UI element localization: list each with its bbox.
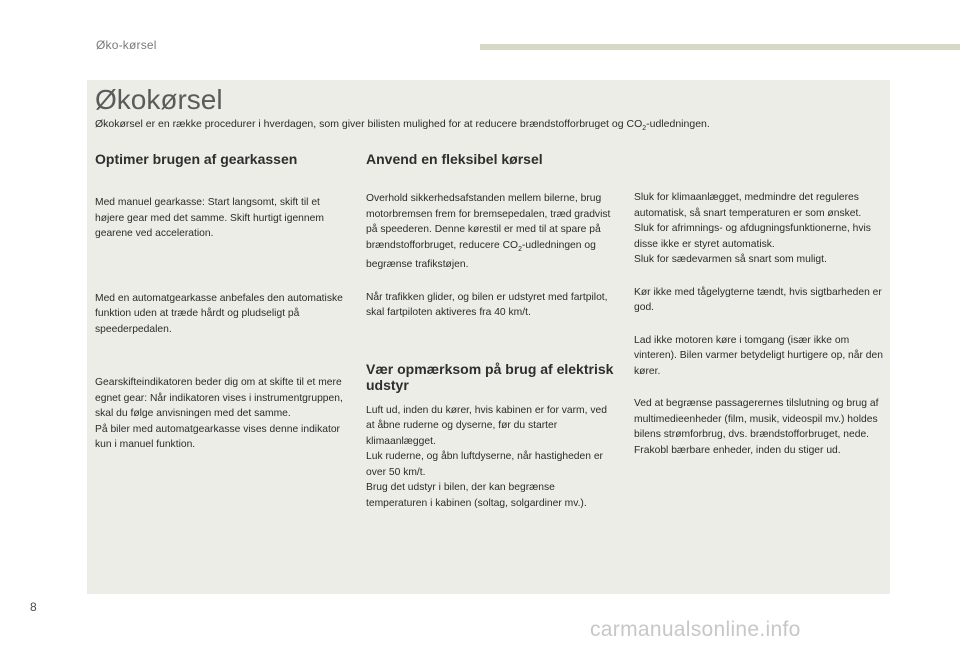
paragraph <box>366 191 618 273</box>
paragraph: Ved at begrænse passagerernes tilslutning og brug af multimedieenheder (film, musik, videospil mv.) holdes bilens strømforbrug, dvs. brændstofforbruget, nede. <box>634 398 879 440</box>
intro-text <box>95 118 710 132</box>
watermark: carmanualsonline.info <box>590 618 801 641</box>
content-panel <box>87 80 890 594</box>
heading-electrical-equipment: Vær opmærksom på brug af elektrisk udstyr <box>366 360 614 393</box>
paragraph: Med manuel gearkasse: Start langsomt, skift til et højere gear med det samme. Skift hurtigt igennem gearene ved acceleration. <box>95 197 324 239</box>
paragraph: Lad ikke motoren køre i tomgang (især ikke om vinteren). Bilen varmer betydeligt hurtigere op, når den kører. <box>634 334 883 377</box>
paragraph-part: -udledningen og begrænse trafikstøjen. <box>366 239 596 271</box>
paragraph: Frakobl bærbare enheder, inden du stiger ud. <box>634 444 841 456</box>
column-equipment <box>634 190 886 458</box>
heading-gearbox: Optimer brugen af gearkassen <box>95 151 298 167</box>
paragraph: Kør ikke med tågelygterne tændt, hvis sigtbarheden er god. <box>634 286 882 313</box>
heading-flexible-driving: Anvend en fleksibel kørsel <box>366 151 543 167</box>
paragraph: Sluk for sædevarmen så snart som muligt. <box>634 254 827 265</box>
column-gearbox <box>95 151 350 453</box>
page-title: Økokørsel <box>95 84 223 115</box>
column-driving <box>366 151 618 511</box>
header-bar <box>480 44 960 50</box>
paragraph: Når trafikken glider, og bilen er udstyret med fartpilot, skal fartpiloten aktiveres fra 40 km/t. <box>366 291 608 319</box>
intro-subscript: 2 <box>642 125 647 133</box>
paragraph-part: Overhold sikkerhedsafstanden mellem bilerne, brug motorbremsen frem for bremsepedalen, træd gradvist på speederen. Denne kørestil er med til at spare på brændstofforbruget, reducere CO <box>366 193 611 251</box>
page-number: 8 <box>30 600 37 614</box>
paragraph: Luft ud, inden du kører, hvis kabinen er for varm, ved at åbne ruderne og dyserne, før du starter klimaanlægget. <box>366 404 607 447</box>
paragraph-subscript: 2 <box>518 245 522 253</box>
paragraph: På biler med automatgearkasse vises denne indikator kun i manuel funktion. <box>95 423 340 450</box>
intro-part: -udledningen. <box>646 118 710 130</box>
paragraph: Gearskifteindikatoren beder dig om at skifte til et mere egnet gear: Når indikatoren vises i instrumentgruppen, skal du følge anvisningen med det samme. <box>95 377 343 419</box>
section-label: Øko-kørsel <box>96 38 157 52</box>
paragraph: Med en automatgearkasse anbefales den automatiske funktion uden at træde hårdt og pludseligt på speederpedalen. <box>95 292 343 335</box>
paragraph: Luk ruderne, og åbn luftdyserne, når hastigheden er over 50 km/t. <box>366 451 603 478</box>
paragraph: Sluk for afrimnings- og afdugningsfunktionerne, hvis disse ikke er styret automatisk. <box>634 223 871 250</box>
intro-part: Økokørsel er en række procedurer i hverdagen, som giver bilisten mulighed for at reducere brændstofforbruget og CO <box>95 118 643 130</box>
paragraph: Sluk for klimaanlægget, medmindre det reguleres automatisk, så snart temperaturen er som ønsket. <box>634 192 862 219</box>
paragraph: Brug det udstyr i bilen, der kan begrænse temperaturen i kabinen (soltag, solgardiner mv.). <box>366 482 587 509</box>
